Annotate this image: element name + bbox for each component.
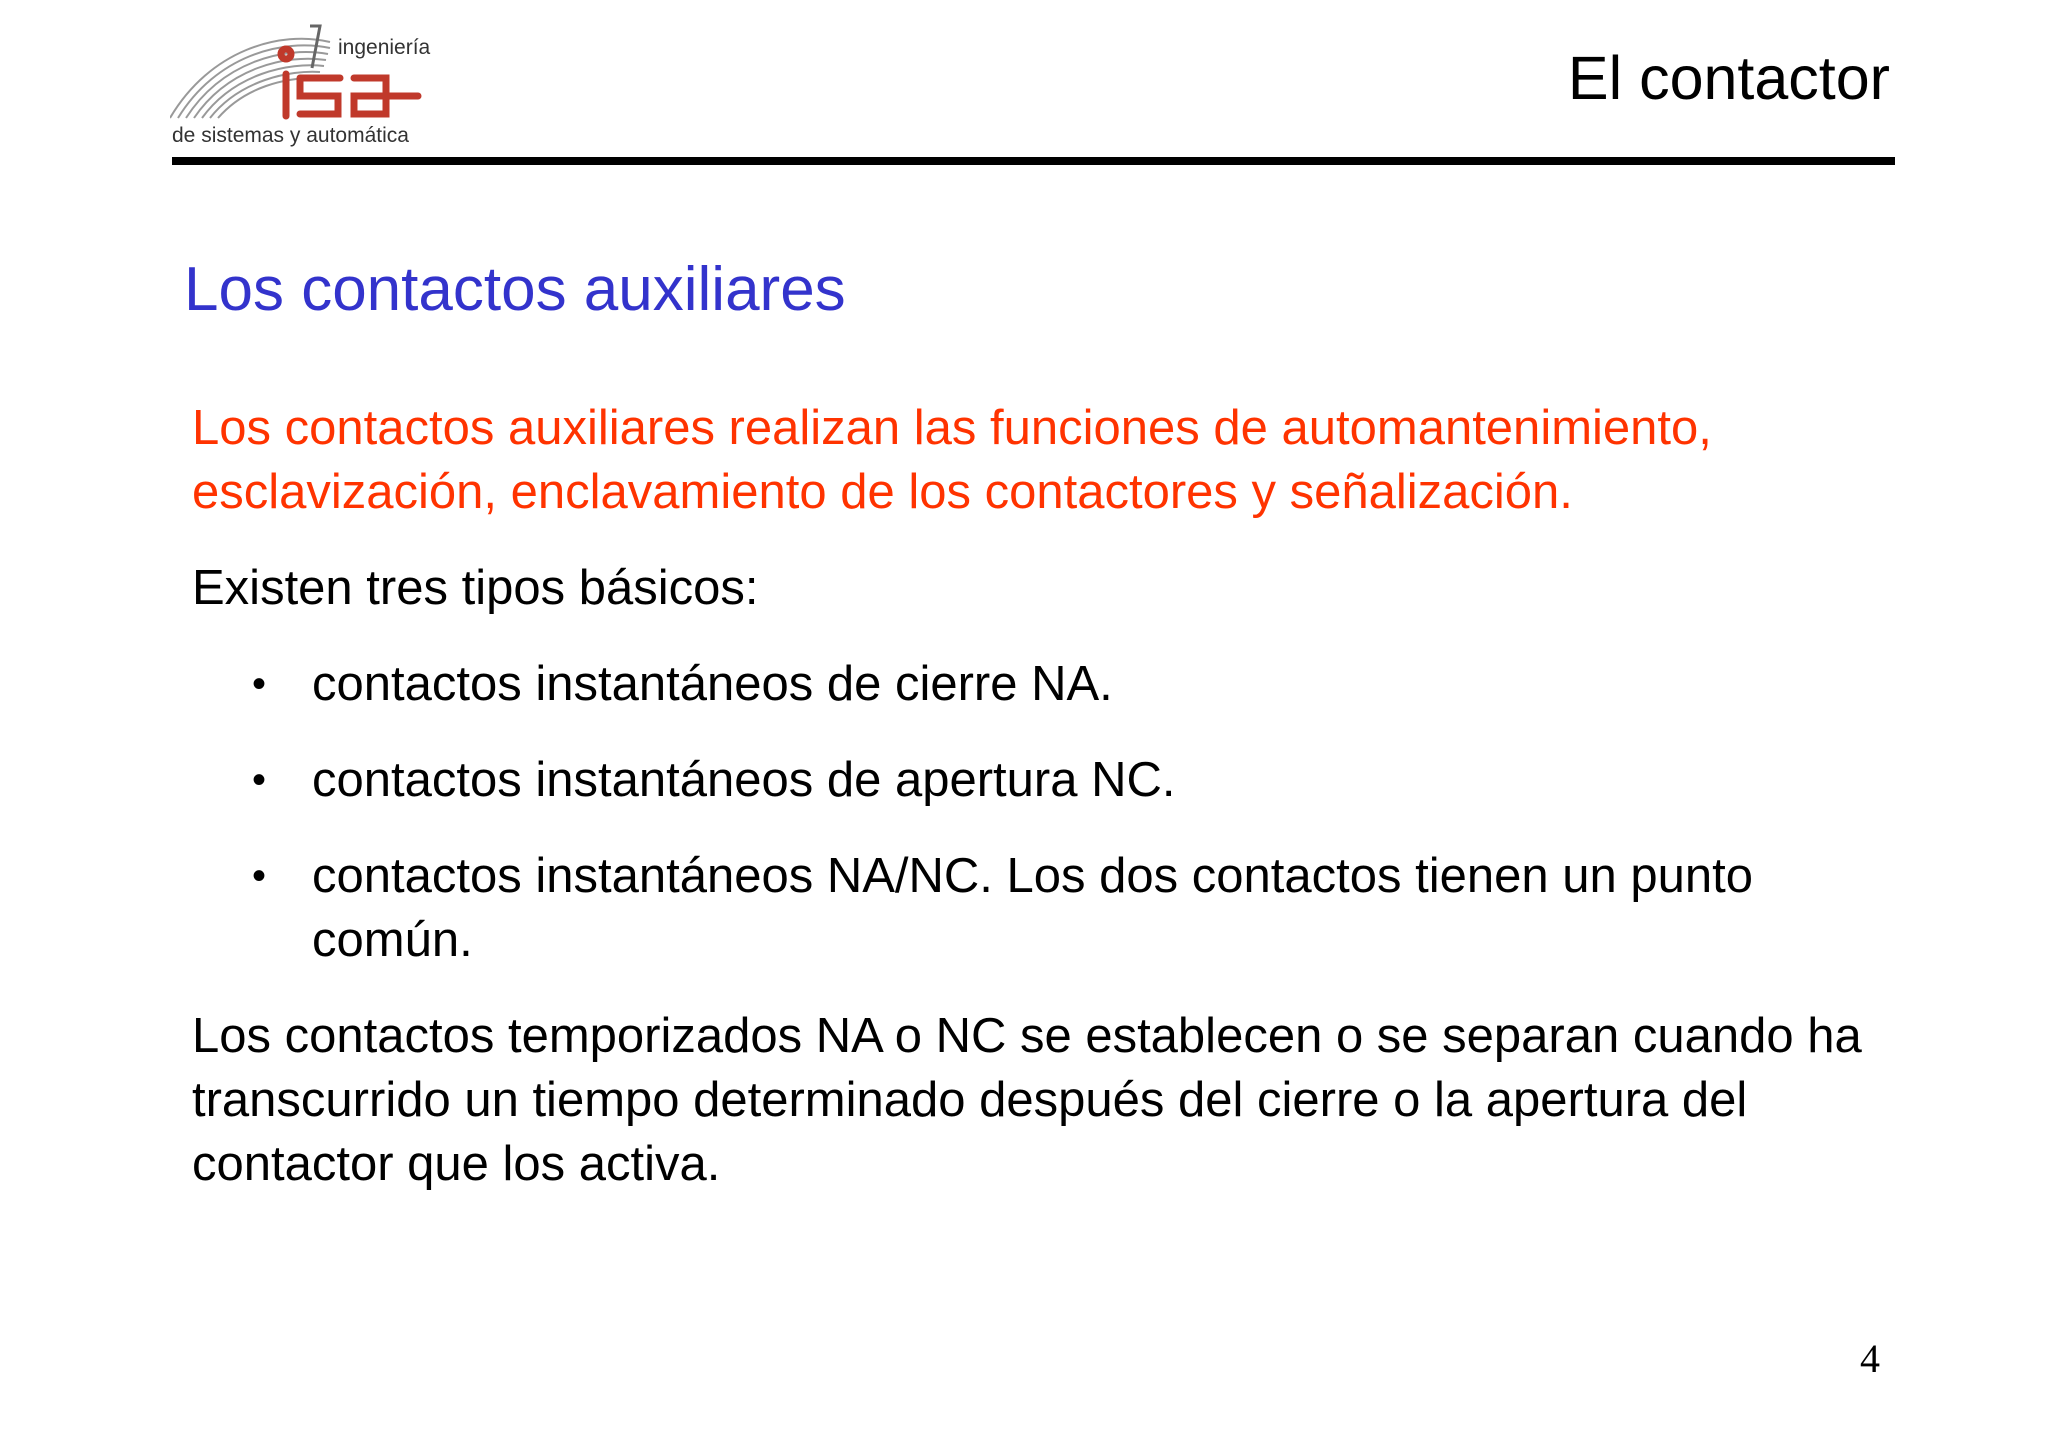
header-title: El contactor <box>1567 44 1890 112</box>
slide-content <box>192 396 1892 1196</box>
isa-logo <box>170 20 450 152</box>
list-item-text: contactos instantáneos de cierre NA. <box>312 657 1113 711</box>
logo-bottom-text: de sistemas y automática <box>172 124 409 147</box>
intro-paragraph: Los contactos auxiliares realizan las funciones de automantenimiento, esclavización, enclavamiento de los contactores y señalización. <box>192 401 1712 519</box>
list-item-text: contactos instantáneos NA/NC. Los dos contactos tienen un punto común. <box>312 849 1753 967</box>
logo-top-text: ingeniería <box>338 36 431 59</box>
list-item-text: contactos instantáneos de apertura NC. <box>312 753 1176 807</box>
list-item <box>192 652 1892 716</box>
section-title: Los contactos auxiliares <box>184 255 846 324</box>
header-divider <box>172 157 1895 165</box>
bullet-list <box>192 652 1892 972</box>
temporized-paragraph: Los contactos temporizados NA o NC se establecen o se separan cuando ha transcurrido un tiempo determinado después del cierre o la apertura del contactor que los activa. <box>192 1009 1862 1191</box>
list-item <box>192 748 1892 812</box>
bullet-icon: • <box>252 662 267 706</box>
types-intro: Existen tres tipos básicos: <box>192 561 759 615</box>
bullet-icon: • <box>252 854 267 898</box>
list-item <box>192 844 1892 972</box>
page-number: 4 <box>1860 1336 1880 1381</box>
bullet-icon: • <box>252 758 267 802</box>
